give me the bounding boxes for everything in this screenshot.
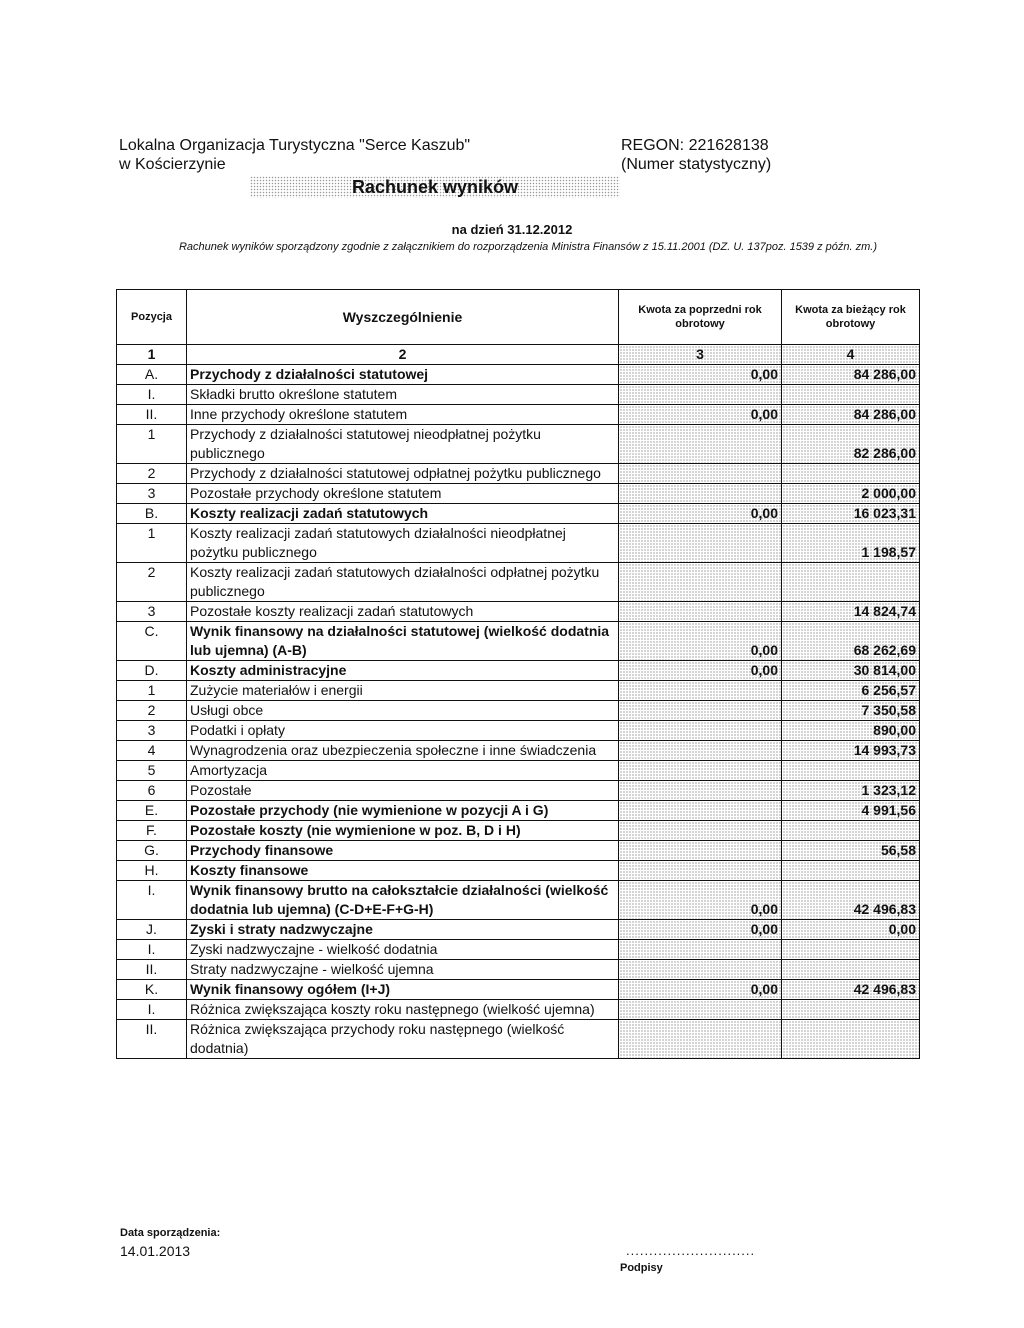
table-row bbox=[117, 960, 920, 980]
row-current-year-amount: 30 814,00 bbox=[782, 661, 920, 681]
table-row bbox=[117, 602, 920, 622]
row-description: Pozostałe koszty (nie wymienione w poz. B, D i H) bbox=[187, 821, 619, 841]
legal-note: Rachunek wyników sporządzony zgodnie z załącznikiem do rozporządzenia Ministra Finansów z 15.11.2001 (DZ. U. 137poz. 1539 z późn. zm.) bbox=[178, 241, 878, 253]
table-row bbox=[117, 940, 920, 960]
row-description: Pozostałe przychody (nie wymienione w pozycji A i G) bbox=[187, 801, 619, 821]
row-position: H. bbox=[117, 861, 187, 881]
row-current-year-amount bbox=[782, 464, 920, 484]
row-current-year-amount bbox=[782, 940, 920, 960]
row-current-year-amount: 16 023,31 bbox=[782, 504, 920, 524]
header-previous-year: Kwota za poprzedni rok obrotowy bbox=[619, 290, 782, 345]
row-description: Koszty finansowe bbox=[187, 861, 619, 881]
row-description: Zużycie materiałów i energii bbox=[187, 681, 619, 701]
row-current-year-amount: 82 286,00 bbox=[782, 425, 920, 464]
row-current-year-amount: 68 262,69 bbox=[782, 622, 920, 661]
regon-number: REGON: 221628138 bbox=[621, 137, 769, 154]
row-previous-year-amount bbox=[619, 524, 782, 563]
row-description: Koszty realizacji zadań statutowych działalności nieodpłatnej pożytku publicznego bbox=[187, 524, 619, 563]
row-current-year-amount bbox=[782, 861, 920, 881]
row-description: Przychody finansowe bbox=[187, 841, 619, 861]
row-previous-year-amount bbox=[619, 960, 782, 980]
row-current-year-amount bbox=[782, 761, 920, 781]
row-previous-year-amount bbox=[619, 761, 782, 781]
row-previous-year-amount bbox=[619, 425, 782, 464]
row-previous-year-amount: 0,00 bbox=[619, 622, 782, 661]
table-row bbox=[117, 405, 920, 425]
row-previous-year-amount bbox=[619, 701, 782, 721]
row-previous-year-amount bbox=[619, 821, 782, 841]
row-position: 2 bbox=[117, 563, 187, 602]
prepared-date-value: 14.01.2013 bbox=[120, 1243, 191, 1259]
row-previous-year-amount: 0,00 bbox=[619, 920, 782, 940]
row-current-year-amount bbox=[782, 960, 920, 980]
row-current-year-amount: 14 993,73 bbox=[782, 741, 920, 761]
row-description: Przychody z działalności statutowej bbox=[187, 365, 619, 385]
row-description: Zyski nadzwyczajne - wielkość dodatnia bbox=[187, 940, 619, 960]
row-current-year-amount: 4 991,56 bbox=[782, 801, 920, 821]
row-previous-year-amount bbox=[619, 781, 782, 801]
regon-block bbox=[621, 136, 771, 174]
row-position: 1 bbox=[117, 681, 187, 701]
table-row bbox=[117, 920, 920, 940]
table-row bbox=[117, 425, 920, 464]
row-previous-year-amount bbox=[619, 721, 782, 741]
table-row bbox=[117, 781, 920, 801]
numbering-cell: 2 bbox=[187, 345, 619, 365]
row-previous-year-amount bbox=[619, 484, 782, 504]
prepared-date-label: Data sporządzenia: bbox=[120, 1227, 221, 1239]
row-position: I. bbox=[117, 940, 187, 960]
row-previous-year-amount bbox=[619, 602, 782, 622]
row-previous-year-amount bbox=[619, 841, 782, 861]
row-description: Inne przychody określone statutem bbox=[187, 405, 619, 425]
row-description: Podatki i opłaty bbox=[187, 721, 619, 741]
row-current-year-amount: 890,00 bbox=[782, 721, 920, 741]
table-row bbox=[117, 701, 920, 721]
row-position: I. bbox=[117, 385, 187, 405]
row-position: J. bbox=[117, 920, 187, 940]
row-current-year-amount: 56,58 bbox=[782, 841, 920, 861]
table-header-row bbox=[117, 290, 920, 345]
row-position: A. bbox=[117, 365, 187, 385]
table-row bbox=[117, 1000, 920, 1020]
row-position: 1 bbox=[117, 524, 187, 563]
row-current-year-amount bbox=[782, 821, 920, 841]
row-position: D. bbox=[117, 661, 187, 681]
row-previous-year-amount: 0,00 bbox=[619, 405, 782, 425]
row-current-year-amount: 1 198,57 bbox=[782, 524, 920, 563]
row-position: 2 bbox=[117, 701, 187, 721]
row-previous-year-amount: 0,00 bbox=[619, 365, 782, 385]
row-current-year-amount bbox=[782, 1020, 920, 1059]
row-previous-year-amount bbox=[619, 861, 782, 881]
table-row bbox=[117, 980, 920, 1000]
row-description: Różnica zwiększająca przychody roku następnego (wielkość dodatnia) bbox=[187, 1020, 619, 1059]
row-position: II. bbox=[117, 405, 187, 425]
row-description: Amortyzacja bbox=[187, 761, 619, 781]
row-previous-year-amount bbox=[619, 563, 782, 602]
row-description: Różnica zwiększająca koszty roku następnego (wielkość ujemna) bbox=[187, 1000, 619, 1020]
row-previous-year-amount bbox=[619, 1000, 782, 1020]
table-row bbox=[117, 385, 920, 405]
table-row bbox=[117, 504, 920, 524]
table-row bbox=[117, 622, 920, 661]
table-row bbox=[117, 484, 920, 504]
row-previous-year-amount bbox=[619, 1020, 782, 1059]
table-row bbox=[117, 861, 920, 881]
row-previous-year-amount bbox=[619, 681, 782, 701]
table-row bbox=[117, 841, 920, 861]
signature-line: ............................ bbox=[626, 1243, 756, 1258]
row-current-year-amount: 84 286,00 bbox=[782, 365, 920, 385]
row-previous-year-amount bbox=[619, 385, 782, 405]
table-row bbox=[117, 761, 920, 781]
row-description: Składki brutto określone statutem bbox=[187, 385, 619, 405]
row-current-year-amount: 6 256,57 bbox=[782, 681, 920, 701]
row-position: II. bbox=[117, 1020, 187, 1059]
table-row bbox=[117, 563, 920, 602]
numbering-cell: 1 bbox=[117, 345, 187, 365]
header-description: Wyszczególnienie bbox=[187, 290, 619, 345]
row-previous-year-amount: 0,00 bbox=[619, 504, 782, 524]
table-row bbox=[117, 464, 920, 484]
table-row bbox=[117, 365, 920, 385]
row-position: F. bbox=[117, 821, 187, 841]
report-date: na dzień 31.12.2012 bbox=[451, 222, 573, 237]
row-position: 2 bbox=[117, 464, 187, 484]
regon-caption: (Numer statystyczny) bbox=[621, 156, 772, 173]
row-position: E. bbox=[117, 801, 187, 821]
row-current-year-amount: 42 496,83 bbox=[782, 881, 920, 920]
row-position: 1 bbox=[117, 425, 187, 464]
row-position: 3 bbox=[117, 484, 187, 504]
row-description: Przychody z działalności statutowej nieodpłatnej pożytku publicznego bbox=[187, 425, 619, 464]
row-position: I. bbox=[117, 881, 187, 920]
row-current-year-amount: 2 000,00 bbox=[782, 484, 920, 504]
row-position: G. bbox=[117, 841, 187, 861]
row-current-year-amount bbox=[782, 563, 920, 602]
row-description: Koszty realizacji zadań statutowych działalności odpłatnej pożytku publicznego bbox=[187, 563, 619, 602]
row-current-year-amount bbox=[782, 1000, 920, 1020]
row-description: Usługi obce bbox=[187, 701, 619, 721]
row-position: 3 bbox=[117, 721, 187, 741]
row-previous-year-amount bbox=[619, 464, 782, 484]
report-title: Rachunek wyników bbox=[250, 176, 620, 198]
signature-label: Podpisy bbox=[620, 1262, 663, 1274]
row-description: Koszty realizacji zadań statutowych bbox=[187, 504, 619, 524]
row-description: Pozostałe przychody określone statutem bbox=[187, 484, 619, 504]
table-row bbox=[117, 524, 920, 563]
row-position: K. bbox=[117, 980, 187, 1000]
row-previous-year-amount bbox=[619, 801, 782, 821]
organization-city: w Kościerzynie bbox=[119, 156, 226, 173]
table-row bbox=[117, 741, 920, 761]
numbering-cell: 4 bbox=[782, 345, 920, 365]
row-description: Straty nadzwyczajne - wielkość ujemna bbox=[187, 960, 619, 980]
row-description: Przychody z działalności statutowej odpłatnej pożytku publicznego bbox=[187, 464, 619, 484]
row-previous-year-amount bbox=[619, 940, 782, 960]
organization-name-line1: Lokalna Organizacja Turystyczna "Serce Kaszub" bbox=[119, 137, 471, 154]
table-row bbox=[117, 681, 920, 701]
row-current-year-amount: 14 824,74 bbox=[782, 602, 920, 622]
row-description: Wynik finansowy brutto na całokształcie działalności (wielkość dodatnia lub ujemna) (C-D+E-F+G-H) bbox=[187, 881, 619, 920]
row-previous-year-amount: 0,00 bbox=[619, 661, 782, 681]
table-row bbox=[117, 881, 920, 920]
row-position: 3 bbox=[117, 602, 187, 622]
row-current-year-amount: 42 496,83 bbox=[782, 980, 920, 1000]
table-numbering-row bbox=[117, 345, 920, 365]
row-current-year-amount: 1 323,12 bbox=[782, 781, 920, 801]
organization-name bbox=[119, 136, 470, 174]
row-current-year-amount: 7 350,58 bbox=[782, 701, 920, 721]
table-row bbox=[117, 721, 920, 741]
row-description: Wynik finansowy na działalności statutowej (wielkość dodatnia lub ujemna) (A-B) bbox=[187, 622, 619, 661]
table-row bbox=[117, 1020, 920, 1059]
row-description: Wynik finansowy ogółem (I+J) bbox=[187, 980, 619, 1000]
row-position: 4 bbox=[117, 741, 187, 761]
income-statement-table bbox=[116, 289, 920, 1059]
table-row bbox=[117, 821, 920, 841]
table-row bbox=[117, 661, 920, 681]
row-current-year-amount: 84 286,00 bbox=[782, 405, 920, 425]
table-row bbox=[117, 801, 920, 821]
row-description: Wynagrodzenia oraz ubezpieczenia społeczne i inne świadczenia bbox=[187, 741, 619, 761]
row-current-year-amount bbox=[782, 385, 920, 405]
row-current-year-amount: 0,00 bbox=[782, 920, 920, 940]
row-description: Pozostałe koszty realizacji zadań statutowych bbox=[187, 602, 619, 622]
header-current-year: Kwota za bieżący rok obrotowy bbox=[782, 290, 920, 345]
row-previous-year-amount: 0,00 bbox=[619, 881, 782, 920]
row-previous-year-amount bbox=[619, 741, 782, 761]
row-position: B. bbox=[117, 504, 187, 524]
row-description: Pozostałe bbox=[187, 781, 619, 801]
row-position: I. bbox=[117, 1000, 187, 1020]
row-previous-year-amount: 0,00 bbox=[619, 980, 782, 1000]
row-position: C. bbox=[117, 622, 187, 661]
row-description: Koszty administracyjne bbox=[187, 661, 619, 681]
row-position: 6 bbox=[117, 781, 187, 801]
row-position: II. bbox=[117, 960, 187, 980]
numbering-cell: 3 bbox=[619, 345, 782, 365]
header-position: Pozycja bbox=[117, 290, 187, 345]
row-description: Zyski i straty nadzwyczajne bbox=[187, 920, 619, 940]
row-position: 5 bbox=[117, 761, 187, 781]
